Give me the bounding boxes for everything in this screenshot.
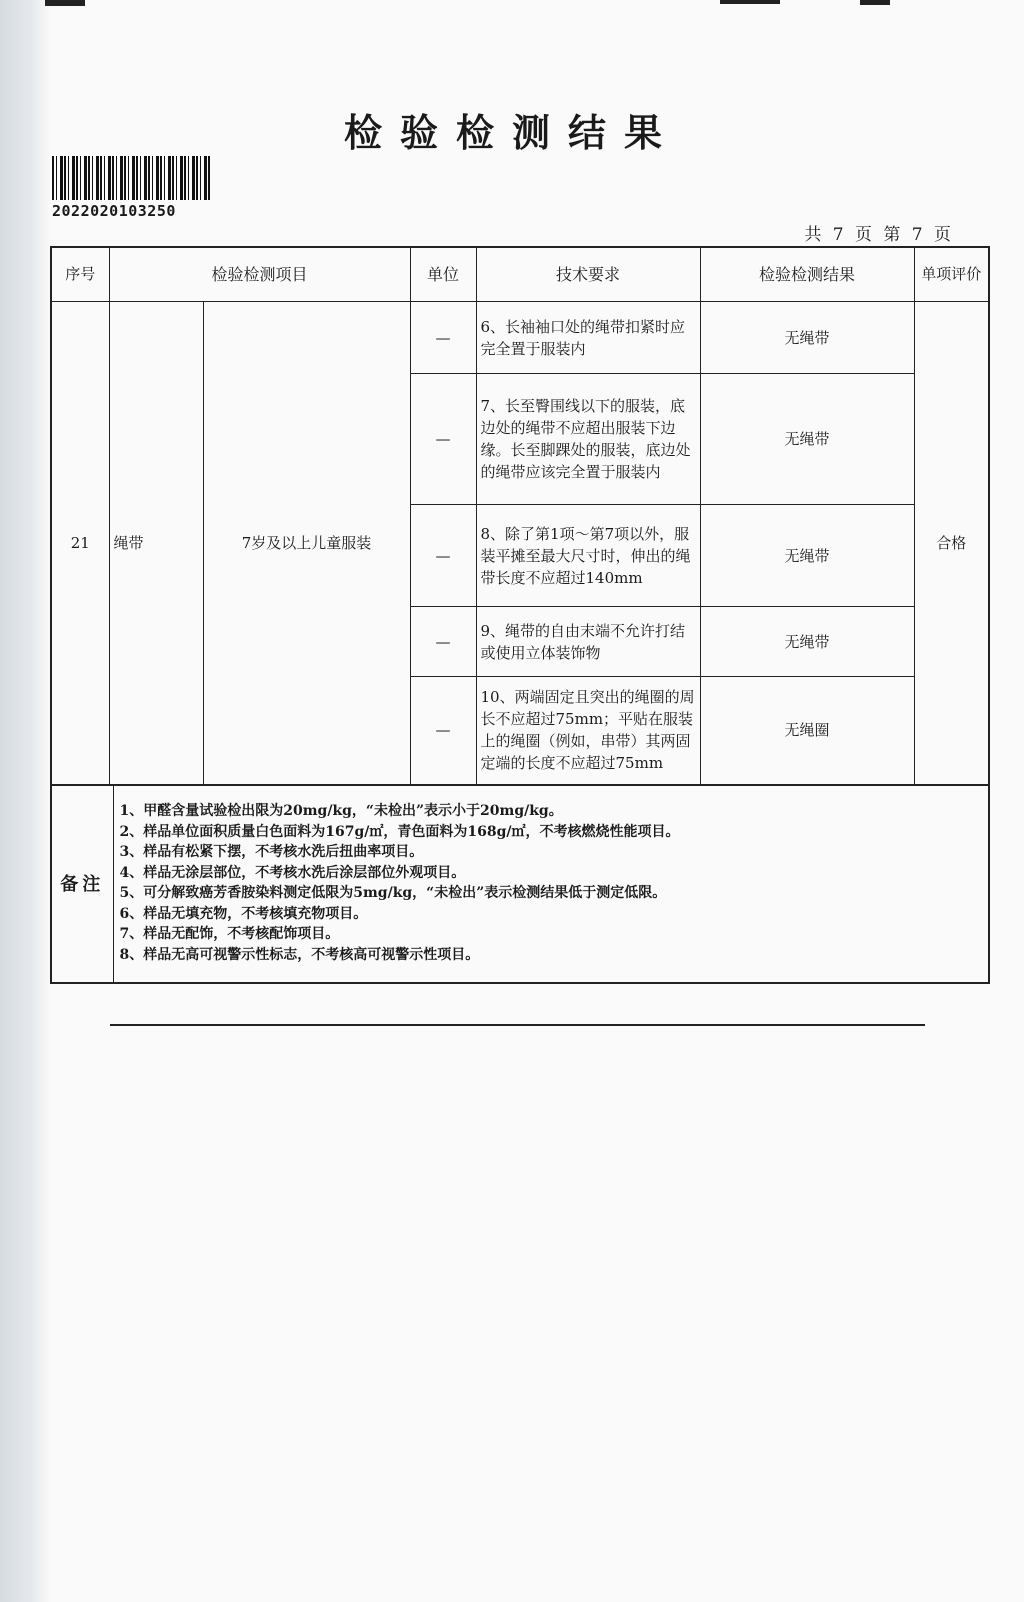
header-evaluation: 单项评价: [914, 247, 989, 302]
entry-result: 无绳带: [700, 504, 914, 606]
document-title: 检验检测结果: [343, 111, 680, 155]
entry-requirement: 10、两端固定且突出的绳圈的周长不应超过75mm；平贴在服装上的绳圈（例如，串带）其两固定端的长度不应超过75mm: [476, 676, 700, 785]
barcode: [52, 156, 212, 200]
row-index: 21: [51, 302, 109, 785]
note-item: 2、样品单位面积质量白色面料为167g/㎡，青色面料为168g/㎡，不考核燃烧性能项目。: [119, 823, 680, 840]
end-divider-line: [110, 1024, 925, 1026]
header-item: 检验检测项目: [109, 247, 410, 302]
entry-result: 无绳圈: [700, 676, 914, 785]
header-requirement: 技术要求: [476, 247, 700, 302]
scan-edge-mark: [45, 0, 85, 6]
entry-unit: —: [410, 302, 476, 374]
header-unit: 单位: [410, 247, 476, 302]
entry-unit: —: [410, 373, 476, 504]
entry-unit: —: [410, 607, 476, 677]
entry-requirement: 8、除了第1项～第7项以外，服装平摊至最大尺寸时，伸出的绳带长度不应超过140mm: [476, 504, 700, 606]
page-info: 共 7 页 第 7 页: [804, 225, 954, 245]
row-evaluation: 合格: [914, 302, 989, 785]
note-item: 6、样品无填充物，不考核填充物项目。: [119, 905, 368, 922]
note-item: 7、样品无配饰，不考核配饰项目。: [119, 926, 340, 942]
entry-result: 无绳带: [700, 607, 914, 677]
result-table: [50, 246, 990, 786]
scan-edge-mark: [720, 0, 780, 4]
scan-edge-mark: [860, 0, 890, 5]
row-item: 绳带: [109, 302, 203, 785]
entry-unit: —: [410, 504, 476, 606]
header-index: 序号: [51, 247, 109, 302]
notes-table: [50, 784, 990, 984]
note-item: 1、甲醛含量试验检出限为20mg/kg，“未检出”表示小于20mg/kg。: [119, 803, 563, 819]
entry-requirement: 9、绳带的自由末端不允许打结或使用立体装饰物: [476, 607, 700, 677]
notes-list: [113, 784, 989, 983]
table-row: [51, 302, 989, 374]
notes-label: 备注: [51, 784, 113, 983]
header-result: 检验检测结果: [700, 247, 914, 302]
entry-unit: —: [410, 676, 476, 785]
entry-requirement: 7、长至臀围线以下的服装，底边处的绳带不应超出服装下边缘。长至脚踝处的服装，底边处的绳带应该完全置于服装内: [476, 373, 700, 504]
entry-requirement: 6、长袖袖口处的绳带扣紧时应完全置于服装内: [476, 302, 700, 374]
note-item: 8、样品无高可视警示性标志，不考核高可视警示性项目。: [119, 946, 480, 963]
entry-result: 无绳带: [700, 373, 914, 504]
row-subitem: 7岁及以上儿童服装: [203, 302, 410, 785]
entry-result: 无绳带: [700, 302, 914, 374]
barcode-number: 2022020103250: [52, 202, 176, 220]
note-item: 4、样品无涂层部位，不考核水洗后涂层部位外观项目。: [119, 864, 466, 881]
table-header-row: [51, 247, 989, 302]
note-item: 3、样品有松紧下摆，不考核水洗后扭曲率项目。: [119, 844, 424, 860]
note-item: 5、可分解致癌芳香胺染料测定低限为5mg/kg，“未检出”表示检测结果低于测定低限。: [119, 885, 667, 901]
page-edge-shadow: [0, 0, 52, 1602]
